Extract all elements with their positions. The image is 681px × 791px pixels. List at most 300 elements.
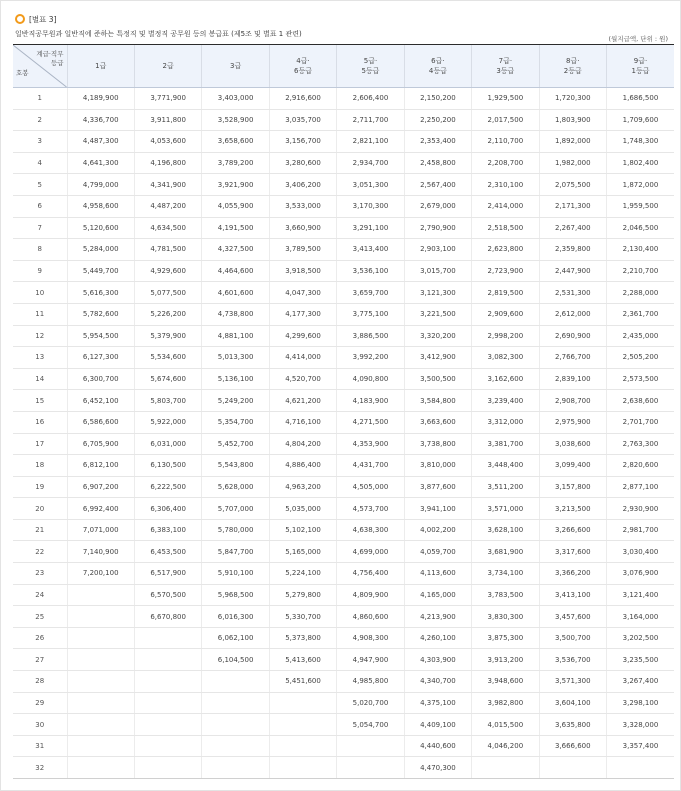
salary-cell: 3,076,900 xyxy=(607,563,675,585)
step-number-cell: 4 xyxy=(13,152,67,174)
column-header-line: 5급· xyxy=(363,57,378,65)
salary-cell: 4,487,300 xyxy=(67,131,134,153)
salary-cell: 5,707,000 xyxy=(202,498,269,520)
salary-cell: 4,090,800 xyxy=(337,368,404,390)
salary-cell: 5,782,600 xyxy=(67,303,134,325)
salary-cell: 2,820,600 xyxy=(607,455,675,477)
salary-cell: 4,601,600 xyxy=(202,282,269,304)
table-row xyxy=(13,627,674,649)
step-number-cell: 10 xyxy=(13,282,67,304)
salary-cell: 3,635,800 xyxy=(539,714,606,736)
salary-cell: 3,604,100 xyxy=(539,692,606,714)
salary-cell: 2,359,800 xyxy=(539,239,606,261)
salary-cell: 2,606,400 xyxy=(337,88,404,110)
salary-cell: 3,280,600 xyxy=(269,152,336,174)
salary-cell: 3,918,500 xyxy=(269,260,336,282)
step-number-cell: 31 xyxy=(13,735,67,757)
salary-cell: 3,536,100 xyxy=(337,260,404,282)
salary-cell: 4,183,900 xyxy=(337,390,404,412)
table-row xyxy=(13,217,674,239)
salary-cell: 6,812,100 xyxy=(67,455,134,477)
salary-cell: 2,612,000 xyxy=(539,303,606,325)
salary-cell xyxy=(134,671,201,693)
salary-cell: 1,720,300 xyxy=(539,88,606,110)
salary-cell: 7,200,100 xyxy=(67,563,134,585)
salary-cell: 2,361,700 xyxy=(607,303,675,325)
salary-cell: 3,035,700 xyxy=(269,109,336,131)
salary-cell: 2,288,000 xyxy=(607,282,675,304)
salary-cell: 3,941,100 xyxy=(404,498,471,520)
step-number-cell: 22 xyxy=(13,541,67,563)
salary-cell: 3,202,500 xyxy=(607,627,675,649)
corner-header-cell xyxy=(13,45,67,88)
salary-cell: 3,099,400 xyxy=(539,455,606,477)
salary-cell: 3,448,400 xyxy=(472,455,539,477)
table-row xyxy=(13,735,674,757)
salary-cell: 2,916,600 xyxy=(269,88,336,110)
salary-cell: 4,699,000 xyxy=(337,541,404,563)
salary-cell: 5,543,800 xyxy=(202,455,269,477)
salary-cell: 3,533,000 xyxy=(269,195,336,217)
column-header-line: 3등급 xyxy=(496,67,515,75)
table-row xyxy=(13,606,674,628)
salary-cell: 3,877,600 xyxy=(404,476,471,498)
salary-cell: 5,020,700 xyxy=(337,692,404,714)
appendix-label: [별표 3] xyxy=(29,15,57,24)
step-number-cell: 19 xyxy=(13,476,67,498)
step-number-cell: 14 xyxy=(13,368,67,390)
salary-cell: 4,046,200 xyxy=(472,735,539,757)
salary-cell: 2,110,700 xyxy=(472,131,539,153)
table-row xyxy=(13,368,674,390)
salary-cell: 3,221,500 xyxy=(404,303,471,325)
salary-cell: 3,789,200 xyxy=(202,152,269,174)
salary-cell: 2,909,600 xyxy=(472,303,539,325)
salary-cell: 2,505,200 xyxy=(607,347,675,369)
salary-cell: 6,130,500 xyxy=(134,455,201,477)
salary-cell: 6,016,300 xyxy=(202,606,269,628)
salary-cell: 6,306,400 xyxy=(134,498,201,520)
salary-cell: 3,038,600 xyxy=(539,433,606,455)
salary-cell: 3,051,300 xyxy=(337,174,404,196)
column-header-line: 6등급 xyxy=(294,67,313,75)
salary-cell: 5,379,900 xyxy=(134,325,201,347)
salary-cell: 2,447,900 xyxy=(539,260,606,282)
table-row xyxy=(13,131,674,153)
salary-cell: 1,748,300 xyxy=(607,131,675,153)
step-number-cell: 8 xyxy=(13,239,67,261)
step-number-cell: 28 xyxy=(13,671,67,693)
salary-cell xyxy=(202,692,269,714)
step-number-cell: 24 xyxy=(13,584,67,606)
salary-cell xyxy=(67,735,134,757)
step-number-cell: 16 xyxy=(13,411,67,433)
salary-cell: 2,981,700 xyxy=(607,519,675,541)
salary-cell: 3,291,100 xyxy=(337,217,404,239)
step-number-cell: 17 xyxy=(13,433,67,455)
salary-cell: 5,968,500 xyxy=(202,584,269,606)
salary-cell: 6,453,500 xyxy=(134,541,201,563)
salary-cell: 5,616,300 xyxy=(67,282,134,304)
salary-cell: 4,196,800 xyxy=(134,152,201,174)
table-row xyxy=(13,195,674,217)
salary-cell: 3,413,400 xyxy=(337,239,404,261)
salary-cell: 5,373,800 xyxy=(269,627,336,649)
salary-table xyxy=(13,44,674,779)
salary-cell: 4,908,300 xyxy=(337,627,404,649)
column-header xyxy=(202,45,269,88)
salary-cell: 4,341,900 xyxy=(134,174,201,196)
salary-cell: 4,958,600 xyxy=(67,195,134,217)
salary-cell: 4,165,000 xyxy=(404,584,471,606)
step-number-cell: 7 xyxy=(13,217,67,239)
salary-cell: 3,528,900 xyxy=(202,109,269,131)
table-row xyxy=(13,692,674,714)
salary-cell: 3,681,900 xyxy=(472,541,539,563)
column-header-line: 1등급 xyxy=(631,67,650,75)
column-header xyxy=(404,45,471,88)
salary-cell: 1,929,500 xyxy=(472,88,539,110)
salary-cell: 2,210,700 xyxy=(607,260,675,282)
salary-cell: 6,383,100 xyxy=(134,519,201,541)
column-header xyxy=(67,45,134,88)
salary-cell: 5,136,100 xyxy=(202,368,269,390)
salary-cell: 4,985,800 xyxy=(337,671,404,693)
salary-cell: 2,819,500 xyxy=(472,282,539,304)
column-header-line: 2급 xyxy=(162,62,174,70)
salary-cell: 5,279,800 xyxy=(269,584,336,606)
column-header-line: 4등급 xyxy=(428,67,447,75)
salary-cell: 4,738,800 xyxy=(202,303,269,325)
salary-cell xyxy=(67,757,134,779)
step-number-cell: 32 xyxy=(13,757,67,779)
salary-cell: 1,982,000 xyxy=(539,152,606,174)
salary-cell: 4,505,000 xyxy=(337,476,404,498)
salary-cell: 5,449,700 xyxy=(67,260,134,282)
salary-cell: 3,500,700 xyxy=(539,627,606,649)
salary-cell: 3,366,200 xyxy=(539,563,606,585)
salary-cell: 4,641,300 xyxy=(67,152,134,174)
salary-cell: 4,881,100 xyxy=(202,325,269,347)
salary-cell: 3,381,700 xyxy=(472,433,539,455)
step-number-cell: 9 xyxy=(13,260,67,282)
salary-cell xyxy=(67,714,134,736)
salary-cell: 4,327,500 xyxy=(202,239,269,261)
salary-cell xyxy=(67,606,134,628)
salary-cell: 3,328,000 xyxy=(607,714,675,736)
salary-cell: 4,191,500 xyxy=(202,217,269,239)
salary-cell: 4,464,600 xyxy=(202,260,269,282)
salary-cell: 4,947,900 xyxy=(337,649,404,671)
salary-cell: 3,082,300 xyxy=(472,347,539,369)
salary-cell: 4,440,600 xyxy=(404,735,471,757)
salary-cell: 3,298,100 xyxy=(607,692,675,714)
salary-cell: 3,571,300 xyxy=(539,671,606,693)
salary-cell: 4,431,700 xyxy=(337,455,404,477)
salary-cell: 3,536,700 xyxy=(539,649,606,671)
salary-cell xyxy=(67,584,134,606)
salary-cell: 2,877,100 xyxy=(607,476,675,498)
salary-cell: 2,310,100 xyxy=(472,174,539,196)
salary-cell: 4,353,900 xyxy=(337,433,404,455)
salary-cell: 4,015,500 xyxy=(472,714,539,736)
salary-cell: 3,913,200 xyxy=(472,649,539,671)
salary-cell: 3,015,700 xyxy=(404,260,471,282)
salary-cell: 2,567,400 xyxy=(404,174,471,196)
salary-cell xyxy=(134,735,201,757)
table-row xyxy=(13,563,674,585)
unit-note: (월지급액, 단위 : 원) xyxy=(608,35,668,43)
salary-cell: 4,303,900 xyxy=(404,649,471,671)
column-header xyxy=(472,45,539,88)
corner-grade-label: 계급·직무 등급 xyxy=(36,50,64,67)
salary-cell: 4,213,900 xyxy=(404,606,471,628)
salary-cell: 5,910,100 xyxy=(202,563,269,585)
column-header-line: 8급· xyxy=(566,57,580,65)
salary-cell: 5,077,500 xyxy=(134,282,201,304)
salary-cell: 3,666,600 xyxy=(539,735,606,757)
column-header-line: 5등급 xyxy=(361,67,380,75)
salary-cell: 5,413,600 xyxy=(269,649,336,671)
step-number-cell: 20 xyxy=(13,498,67,520)
salary-cell: 2,046,500 xyxy=(607,217,675,239)
salary-cell: 3,886,500 xyxy=(337,325,404,347)
table-row xyxy=(13,541,674,563)
salary-cell: 5,534,600 xyxy=(134,347,201,369)
salary-cell xyxy=(337,735,404,757)
salary-cell: 5,120,600 xyxy=(67,217,134,239)
salary-cell: 5,451,600 xyxy=(269,671,336,693)
table-row xyxy=(13,282,674,304)
salary-cell: 5,628,000 xyxy=(202,476,269,498)
salary-cell xyxy=(539,757,606,779)
salary-cell: 5,780,000 xyxy=(202,519,269,541)
salary-cell: 1,802,400 xyxy=(607,152,675,174)
salary-cell xyxy=(67,627,134,649)
salary-cell: 4,409,100 xyxy=(404,714,471,736)
step-number-cell: 6 xyxy=(13,195,67,217)
salary-cell: 4,781,500 xyxy=(134,239,201,261)
step-number-cell: 21 xyxy=(13,519,67,541)
table-row xyxy=(13,519,674,541)
salary-cell: 7,140,900 xyxy=(67,541,134,563)
table-row xyxy=(13,757,674,779)
salary-cell: 3,982,800 xyxy=(472,692,539,714)
salary-cell: 5,803,700 xyxy=(134,390,201,412)
step-number-cell: 18 xyxy=(13,455,67,477)
table-row xyxy=(13,476,674,498)
salary-cell: 3,121,400 xyxy=(607,584,675,606)
salary-cell: 3,239,400 xyxy=(472,390,539,412)
table-row xyxy=(13,88,674,110)
salary-cell: 4,621,200 xyxy=(269,390,336,412)
salary-cell: 3,170,300 xyxy=(337,195,404,217)
salary-cell: 2,908,700 xyxy=(539,390,606,412)
salary-cell: 5,035,000 xyxy=(269,498,336,520)
step-number-cell: 25 xyxy=(13,606,67,628)
salary-cell: 5,922,000 xyxy=(134,411,201,433)
salary-cell: 4,860,600 xyxy=(337,606,404,628)
salary-cell: 3,235,500 xyxy=(607,649,675,671)
salary-cell: 2,701,700 xyxy=(607,411,675,433)
salary-cell: 6,062,100 xyxy=(202,627,269,649)
salary-cell: 4,809,900 xyxy=(337,584,404,606)
salary-cell: 2,790,900 xyxy=(404,217,471,239)
salary-cell: 3,830,300 xyxy=(472,606,539,628)
salary-cell: 4,053,600 xyxy=(134,131,201,153)
salary-cell: 3,571,000 xyxy=(472,498,539,520)
step-number-cell: 13 xyxy=(13,347,67,369)
salary-cell: 2,414,000 xyxy=(472,195,539,217)
salary-cell: 5,226,200 xyxy=(134,303,201,325)
salary-cell: 2,130,400 xyxy=(607,239,675,261)
step-number-cell: 23 xyxy=(13,563,67,585)
salary-cell: 3,500,500 xyxy=(404,368,471,390)
salary-cell: 3,789,500 xyxy=(269,239,336,261)
step-number-cell: 3 xyxy=(13,131,67,153)
salary-cell: 2,017,500 xyxy=(472,109,539,131)
salary-cell: 6,517,900 xyxy=(134,563,201,585)
table-row xyxy=(13,325,674,347)
salary-cell: 7,071,000 xyxy=(67,519,134,541)
salary-cell: 2,766,700 xyxy=(539,347,606,369)
salary-cell: 6,705,900 xyxy=(67,433,134,455)
salary-cell: 3,810,000 xyxy=(404,455,471,477)
salary-cell xyxy=(134,714,201,736)
column-header-line: 6급· xyxy=(431,57,445,65)
salary-cell: 3,511,200 xyxy=(472,476,539,498)
salary-cell: 3,412,900 xyxy=(404,347,471,369)
table-row xyxy=(13,433,674,455)
salary-cell: 3,213,500 xyxy=(539,498,606,520)
salary-cell: 5,165,000 xyxy=(269,541,336,563)
salary-cell: 4,055,900 xyxy=(202,195,269,217)
salary-cell: 4,634,500 xyxy=(134,217,201,239)
salary-cell: 4,375,100 xyxy=(404,692,471,714)
salary-cell: 3,266,600 xyxy=(539,519,606,541)
table-row xyxy=(13,671,674,693)
salary-cell xyxy=(67,649,134,671)
step-number-cell: 11 xyxy=(13,303,67,325)
table-row xyxy=(13,390,674,412)
table-body xyxy=(13,88,674,779)
column-header xyxy=(337,45,404,88)
table-row xyxy=(13,260,674,282)
salary-cell: 3,162,600 xyxy=(472,368,539,390)
salary-cell: 3,663,600 xyxy=(404,411,471,433)
salary-cell xyxy=(269,714,336,736)
salary-cell xyxy=(202,757,269,779)
salary-cell: 2,267,400 xyxy=(539,217,606,239)
salary-cell: 1,803,900 xyxy=(539,109,606,131)
salary-cell: 3,121,300 xyxy=(404,282,471,304)
salary-cell: 5,330,700 xyxy=(269,606,336,628)
salary-cell: 2,531,300 xyxy=(539,282,606,304)
salary-cell: 3,660,900 xyxy=(269,217,336,239)
salary-cell: 2,903,100 xyxy=(404,239,471,261)
salary-cell: 5,354,700 xyxy=(202,411,269,433)
salary-cell: 6,570,500 xyxy=(134,584,201,606)
salary-cell: 5,249,200 xyxy=(202,390,269,412)
salary-cell: 2,075,500 xyxy=(539,174,606,196)
salary-cell: 3,738,800 xyxy=(404,433,471,455)
column-header-line: 3급 xyxy=(229,62,242,70)
salary-cell: 4,716,100 xyxy=(269,411,336,433)
salary-cell: 3,403,000 xyxy=(202,88,269,110)
salary-cell: 3,406,200 xyxy=(269,174,336,196)
salary-cell: 5,674,600 xyxy=(134,368,201,390)
salary-cell: 4,963,200 xyxy=(269,476,336,498)
salary-cell: 5,284,000 xyxy=(67,239,134,261)
step-number-cell: 27 xyxy=(13,649,67,671)
salary-cell xyxy=(202,671,269,693)
table-row xyxy=(13,498,674,520)
salary-cell: 3,658,600 xyxy=(202,131,269,153)
salary-cell: 3,457,600 xyxy=(539,606,606,628)
salary-cell: 6,300,700 xyxy=(67,368,134,390)
salary-cell xyxy=(269,757,336,779)
salary-cell: 2,821,100 xyxy=(337,131,404,153)
salary-cell xyxy=(269,735,336,757)
step-number-cell: 1 xyxy=(13,88,67,110)
salary-cell: 2,711,700 xyxy=(337,109,404,131)
salary-cell: 5,102,100 xyxy=(269,519,336,541)
table-row xyxy=(13,455,674,477)
salary-cell: 3,584,800 xyxy=(404,390,471,412)
salary-cell: 6,104,500 xyxy=(202,649,269,671)
table-row xyxy=(13,411,674,433)
salary-cell: 2,679,000 xyxy=(404,195,471,217)
header-row xyxy=(13,45,674,88)
salary-cell: 2,723,900 xyxy=(472,260,539,282)
salary-cell: 3,317,600 xyxy=(539,541,606,563)
column-header-line: 1급 xyxy=(95,62,107,70)
salary-cell xyxy=(67,671,134,693)
salary-cell: 4,414,000 xyxy=(269,347,336,369)
salary-cell: 3,992,200 xyxy=(337,347,404,369)
salary-cell: 5,054,700 xyxy=(337,714,404,736)
salary-cell xyxy=(67,692,134,714)
salary-cell: 3,156,700 xyxy=(269,131,336,153)
salary-cell: 4,470,300 xyxy=(404,757,471,779)
salary-cell: 4,047,300 xyxy=(269,282,336,304)
salary-cell: 4,573,700 xyxy=(337,498,404,520)
salary-cell: 2,458,800 xyxy=(404,152,471,174)
document-header xyxy=(15,9,302,39)
salary-cell: 3,775,100 xyxy=(337,303,404,325)
salary-cell: 4,113,600 xyxy=(404,563,471,585)
salary-cell: 6,452,100 xyxy=(67,390,134,412)
table-row xyxy=(13,347,674,369)
salary-cell: 2,518,500 xyxy=(472,217,539,239)
salary-cell xyxy=(134,757,201,779)
salary-cell: 2,930,900 xyxy=(607,498,675,520)
salary-cell xyxy=(134,627,201,649)
salary-cell xyxy=(134,692,201,714)
salary-cell: 4,002,200 xyxy=(404,519,471,541)
column-header-line: 7급· xyxy=(498,57,513,65)
salary-cell: 6,031,000 xyxy=(134,433,201,455)
step-number-cell: 12 xyxy=(13,325,67,347)
salary-cell xyxy=(202,714,269,736)
salary-cell: 2,208,700 xyxy=(472,152,539,174)
table-row xyxy=(13,239,674,261)
salary-cell: 4,886,400 xyxy=(269,455,336,477)
salary-cell: 4,487,200 xyxy=(134,195,201,217)
salary-cell: 2,763,300 xyxy=(607,433,675,455)
salary-cell: 1,686,500 xyxy=(607,88,675,110)
salary-cell: 3,875,300 xyxy=(472,627,539,649)
